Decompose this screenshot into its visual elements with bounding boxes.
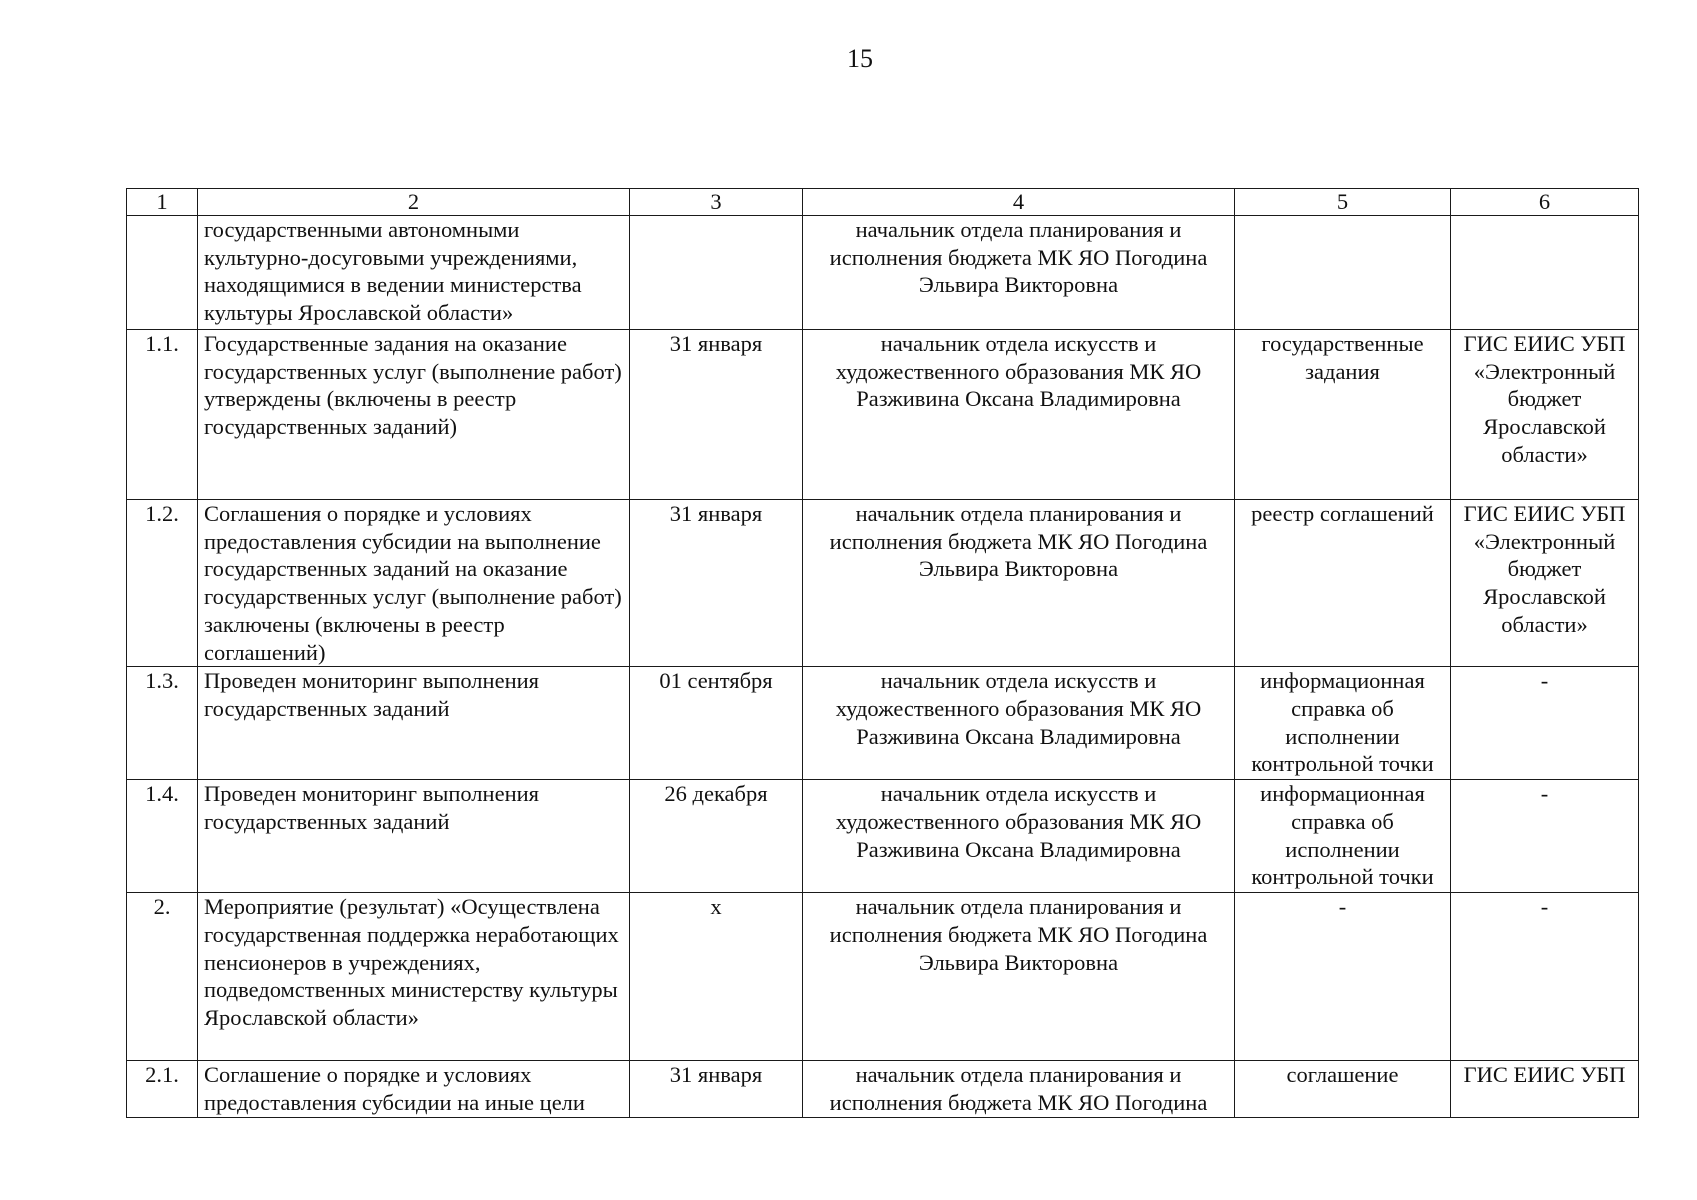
column-header: 5 — [1235, 189, 1451, 216]
row-document: государственные задания — [1235, 330, 1451, 500]
table-row — [127, 216, 1639, 330]
row-document: соглашение — [1235, 1061, 1451, 1118]
column-header: 6 — [1451, 189, 1639, 216]
plan-table — [126, 188, 1639, 1118]
row-date: x — [630, 893, 803, 1061]
table-row — [127, 780, 1639, 893]
row-system: - — [1451, 893, 1639, 1061]
row-date: 31 января — [630, 330, 803, 500]
row-document: реестр соглашений — [1235, 500, 1451, 667]
row-document: информационная справка об исполнении контрольной точки — [1235, 667, 1451, 780]
row-responsible: начальник отдела планирования и исполнения бюджета МК ЯО Погодина Эльвира Викторовна — [803, 893, 1235, 1061]
table-row — [127, 1061, 1639, 1118]
row-system: ГИС ЕИИС УБП — [1451, 1061, 1639, 1118]
row-number — [127, 216, 198, 330]
row-responsible: начальник отдела планирования и исполнения бюджета МК ЯО Погодина — [803, 1061, 1235, 1118]
row-document: - — [1235, 893, 1451, 1061]
row-date: 31 января — [630, 1061, 803, 1118]
row-responsible: начальник отдела искусств и художественного образования МК ЯО Разживина Оксана Владимировна — [803, 330, 1235, 500]
table-row — [127, 667, 1639, 780]
table-row — [127, 330, 1639, 500]
row-date: 31 января — [630, 500, 803, 667]
row-system: - — [1451, 780, 1639, 893]
row-name: Государственные задания на оказание государственных услуг (выполнение работ) утверждены (включены в реестр государственных заданий) — [198, 330, 630, 500]
row-name: Соглашение о порядке и условиях предоставления субсидии на иные цели — [198, 1061, 630, 1118]
table-row — [127, 500, 1639, 667]
row-date: 26 декабря — [630, 780, 803, 893]
row-responsible: начальник отдела планирования и исполнения бюджета МК ЯО Погодина Эльвира Викторовна — [803, 500, 1235, 667]
row-number: 2.1. — [127, 1061, 198, 1118]
column-header: 1 — [127, 189, 198, 216]
row-responsible: начальник отдела искусств и художественного образования МК ЯО Разживина Оксана Владимировна — [803, 667, 1235, 780]
row-document — [1235, 216, 1451, 330]
column-header: 2 — [198, 189, 630, 216]
row-system: - — [1451, 667, 1639, 780]
row-name: государственными автономными культурно-досуговыми учреждениями, находящимися в ведении министерства культуры Ярославской области» — [198, 216, 630, 330]
table-header-row — [127, 189, 1639, 216]
row-number: 1.4. — [127, 780, 198, 893]
page-number: 15 — [847, 44, 873, 73]
row-responsible: начальник отдела искусств и художественного образования МК ЯО Разживина Оксана Владимировна — [803, 780, 1235, 893]
row-system: ГИС ЕИИС УБП «Электронный бюджет Ярославской области» — [1451, 330, 1639, 500]
row-number: 1.3. — [127, 667, 198, 780]
row-number: 2. — [127, 893, 198, 1061]
column-header: 3 — [630, 189, 803, 216]
row-name: Проведен мониторинг выполнения государственных заданий — [198, 667, 630, 780]
row-date: 01 сентября — [630, 667, 803, 780]
row-name: Проведен мониторинг выполнения государственных заданий — [198, 780, 630, 893]
row-document: информационная справка об исполнении контрольной точки — [1235, 780, 1451, 893]
row-number: 1.1. — [127, 330, 198, 500]
row-responsible: начальник отдела планирования и исполнения бюджета МК ЯО Погодина Эльвира Викторовна — [803, 216, 1235, 330]
row-system: ГИС ЕИИС УБП «Электронный бюджет Ярославской области» — [1451, 500, 1639, 667]
column-header: 4 — [803, 189, 1235, 216]
row-name: Мероприятие (результат) «Осуществлена государственная поддержка неработающих пенсионеров в учреждениях, подведомственных министерству культуры Ярославской области» — [198, 893, 630, 1061]
row-system — [1451, 216, 1639, 330]
row-name: Соглашения о порядке и условиях предоставления субсидии на выполнение государственных заданий на оказание государственных услуг (выполнение работ) заключены (включены в реестр соглашений) — [198, 500, 630, 667]
row-date — [630, 216, 803, 330]
row-number: 1.2. — [127, 500, 198, 667]
table-row — [127, 893, 1639, 1061]
